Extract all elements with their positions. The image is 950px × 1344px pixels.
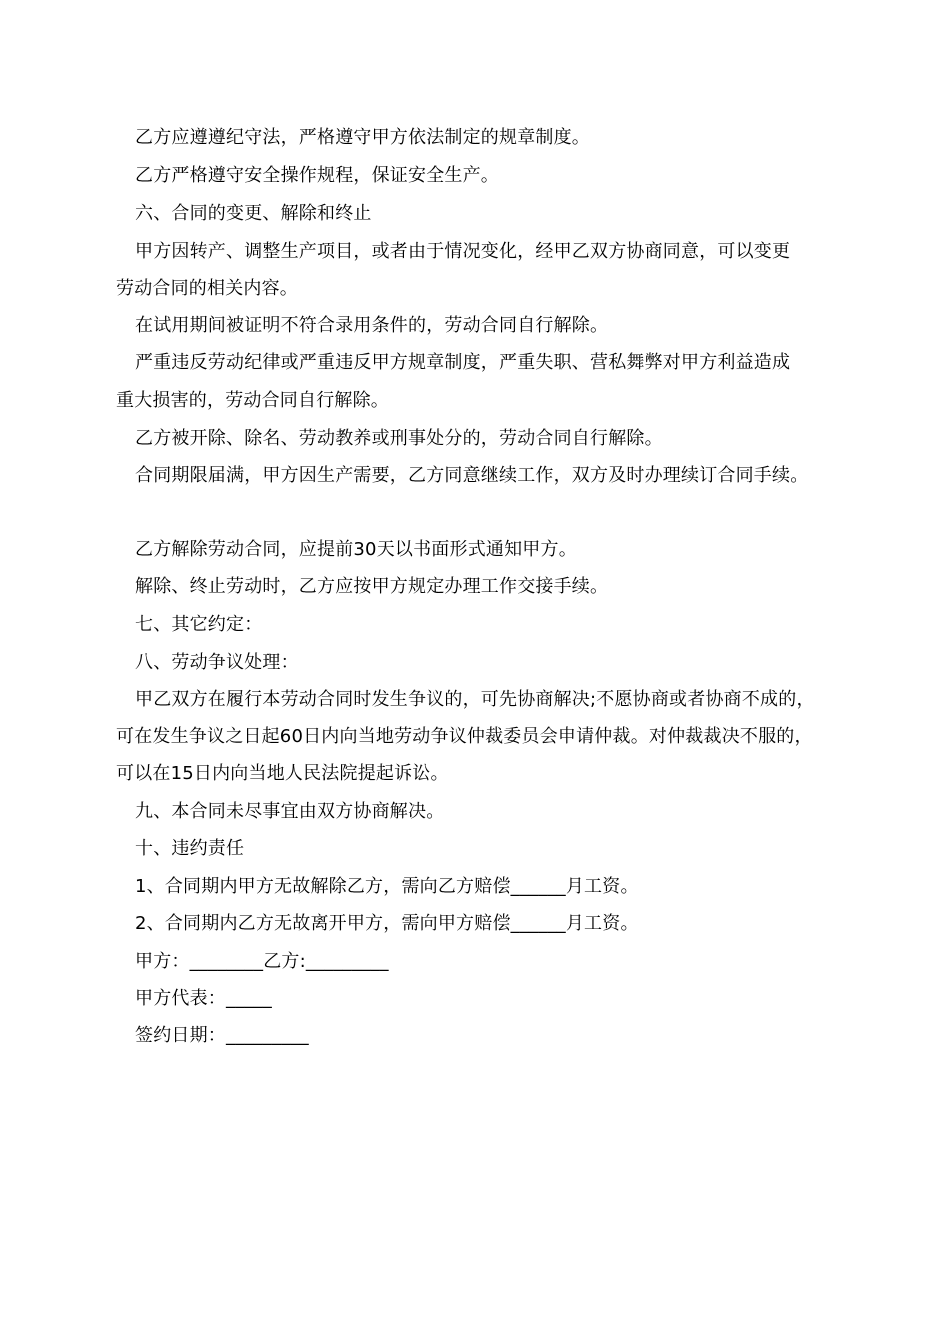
- paragraph-line: 在试用期间被证明不符合录用条件的，劳动合同自行解除。: [135, 315, 609, 336]
- paragraph-line: 乙方解除劳动合同，应提前30天以书面形式通知甲方。: [135, 539, 577, 560]
- paragraph-line: 可在发生争议之日起60日内向当地劳动争议仲裁委员会申请仲裁。对仲裁裁决不服的，: [116, 726, 813, 747]
- paragraph-line: 甲方因转产、调整生产项目，或者由于情况变化，经甲乙双方协商同意，可以变更: [135, 241, 791, 262]
- date-line: 签约日期：_________: [135, 1025, 309, 1046]
- paragraph-line: 乙方被开除、除名、劳动教养或刑事处分的，劳动合同自行解除。: [135, 428, 663, 449]
- paragraph-line: 1、合同期内甲方无故解除乙方，需向乙方赔偿______月工资。: [135, 876, 639, 897]
- paragraph-line: 乙方应遵遵纪守法，严格遵守甲方依法制定的规章制度。: [135, 127, 590, 148]
- paragraph-line: 解除、终止劳动时，乙方应按甲方规定办理工作交接手续。: [135, 576, 609, 597]
- section-heading: 六、合同的变更、解除和终止: [135, 203, 372, 224]
- paragraph-line: 重大损害的，劳动合同自行解除。: [116, 390, 389, 411]
- section-heading: 九、本合同未尽事宜由双方协商解决。: [135, 801, 445, 822]
- paragraph-line: 严重违反劳动纪律或严重违反甲方规章制度，严重失职、营私舞弊对甲方利益造成: [135, 352, 791, 373]
- paragraph-line: 可以在15日内向当地人民法院提起诉讼。: [116, 763, 449, 784]
- section-heading: 八、劳动争议处理：: [135, 652, 299, 673]
- paragraph-line: 甲乙双方在履行本劳动合同时发生争议的，可先协商解决;不愿协商或者协商不成的，: [135, 689, 815, 710]
- paragraph-line: 劳动合同的相关内容。: [116, 278, 298, 299]
- signature-line: 甲方：________乙方:_________: [135, 951, 389, 972]
- section-heading: 七、其它约定：: [135, 614, 263, 635]
- paragraph-line: 2、合同期内乙方无故离开甲方，需向甲方赔偿______月工资。: [135, 913, 639, 934]
- paragraph-line: 乙方严格遵守安全操作规程，保证安全生产。: [135, 165, 499, 186]
- paragraph-line: 合同期限届满，甲方因生产需要，乙方同意继续工作，双方及时办理续订合同手续。: [135, 465, 809, 486]
- section-heading: 十、违约责任: [135, 838, 245, 859]
- signature-line: 甲方代表：_____: [135, 988, 272, 1009]
